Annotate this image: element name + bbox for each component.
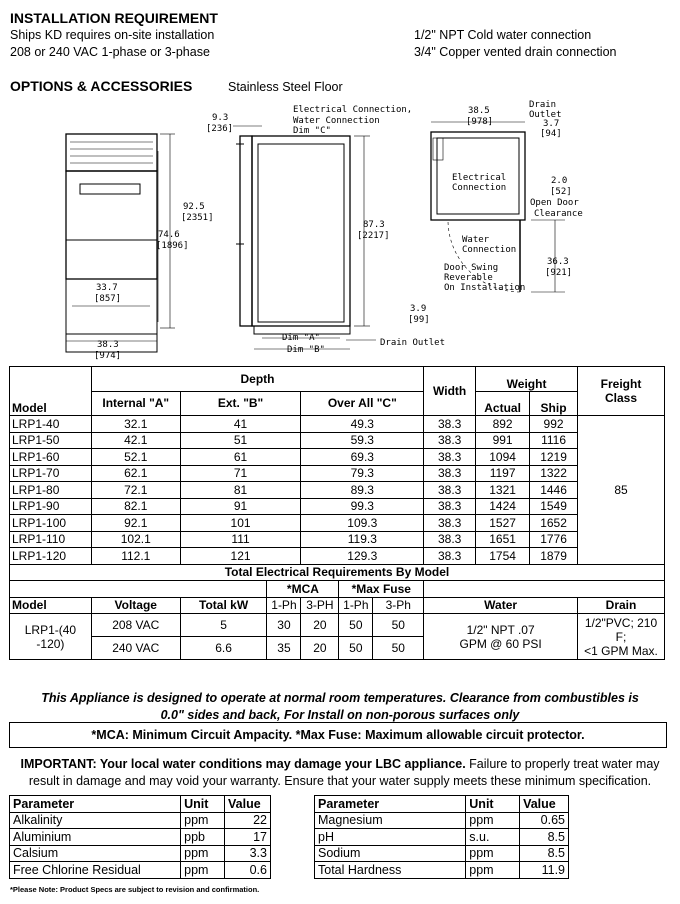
hdr-width: Width: [424, 367, 476, 416]
param-value: 0.6: [225, 862, 271, 879]
front-inner-w: 33.7: [96, 283, 118, 293]
unit-h-left: Unit: [181, 796, 225, 813]
param-unit: ppm: [466, 812, 520, 829]
e-mca3-2: 20: [301, 637, 339, 660]
spec-cell: 91: [180, 498, 301, 515]
install-line-1: Ships KD requires on-site installation: [10, 28, 215, 42]
dimension-drawing: [0, 96, 680, 361]
side-label-3: Dim "C": [293, 126, 331, 136]
top-w: 38.5: [468, 106, 490, 116]
hdr-voltage: Voltage: [91, 597, 180, 614]
options-item: Stainless Steel Floor: [228, 80, 343, 94]
param-row: [10, 845, 271, 862]
param-value: 8.5: [520, 845, 569, 862]
spec-row: [10, 432, 665, 449]
param-row: [315, 862, 569, 879]
hdr-drain: Drain: [578, 597, 665, 614]
spec-row: [10, 482, 665, 499]
param-value: 11.9: [520, 862, 569, 879]
spec-cell: 38.3: [424, 531, 476, 548]
spec-cell: 81: [180, 482, 301, 499]
spec-cell: 892: [476, 416, 530, 433]
footnote: *Please Note: Product Specs are subject to revision and confirmation.: [10, 885, 260, 894]
e-fuse1-2: 50: [339, 637, 373, 660]
water-val: 1/2" NPT .07 GPM @ 60 PSI: [424, 614, 578, 660]
param-unit: ppm: [181, 862, 225, 879]
e-fuse3-2: 50: [373, 637, 424, 660]
e-mca3-1: 20: [301, 614, 339, 637]
top-drain-1: Drain: [529, 100, 557, 110]
spec-cell: 1527: [476, 515, 530, 532]
spec-cell: 102.1: [91, 531, 180, 548]
spec-cell: 991: [476, 432, 530, 449]
spec-cell: 1094: [476, 449, 530, 466]
e-fuse3-1: 50: [373, 614, 424, 637]
spec-cell: 61: [180, 449, 301, 466]
param-row: [315, 845, 569, 862]
spec-cell: 51: [180, 432, 301, 449]
param-name: Magnesium: [315, 812, 466, 829]
spec-cell: 101: [180, 515, 301, 532]
spec-cell: 1424: [476, 498, 530, 515]
install-title: INSTALLATION REQUIREMENT: [10, 10, 218, 26]
side-base: 3.9: [410, 304, 427, 314]
param-name: Aluminium: [10, 829, 181, 846]
spec-cell: 1754: [476, 548, 530, 565]
spec-cell: 1116: [530, 432, 578, 449]
spec-cell: LRP1-120: [10, 548, 92, 565]
spec-cell: LRP1-80: [10, 482, 92, 499]
top-swing-1: Door Swing: [444, 263, 499, 273]
param-name: Total Hardness: [315, 862, 466, 879]
spec-cell: 1322: [530, 465, 578, 482]
spec-cell: 41: [180, 416, 301, 433]
drain-val: 1/2"PVC; 210 F; <1 GPM Max.: [578, 614, 665, 660]
spec-cell: LRP1-110: [10, 531, 92, 548]
spec-row: [10, 531, 665, 548]
spec-cell: 112.1: [91, 548, 180, 565]
spec-cell: 1219: [530, 449, 578, 466]
spec-cell: 42.1: [91, 432, 180, 449]
top-water-2: Connection: [462, 245, 517, 255]
front-inner-w-mm: [857]: [94, 294, 122, 304]
param-h-right: Parameter: [315, 796, 466, 813]
drain-outlet-label: Drain Outlet: [380, 338, 446, 348]
spec-cell: 1321: [476, 482, 530, 499]
front-h2: 74.6: [158, 230, 180, 240]
dim-b: Dim "B": [287, 345, 325, 355]
spec-cell: LRP1-50: [10, 432, 92, 449]
param-unit: s.u.: [466, 829, 520, 846]
spec-cell: 992: [530, 416, 578, 433]
hdr-ext: Ext. "B": [180, 391, 301, 416]
side-h: 87.3: [363, 220, 385, 230]
spec-cell: 109.3: [301, 515, 424, 532]
top-elec-2: Connection: [452, 183, 507, 193]
e-kw-2: 6.6: [180, 637, 267, 660]
spec-cell: 52.1: [91, 449, 180, 466]
param-name: Free Chlorine Residual: [10, 862, 181, 879]
param-unit: ppm: [181, 845, 225, 862]
spec-row: [10, 498, 665, 515]
param-row: [315, 829, 569, 846]
spec-cell: 32.1: [91, 416, 180, 433]
e-kw-1: 5: [180, 614, 267, 637]
spec-cell: LRP1-70: [10, 465, 92, 482]
spec-cell: 1651: [476, 531, 530, 548]
spec-cell: 71: [180, 465, 301, 482]
hdr-model: Model: [10, 367, 92, 416]
spec-cell: 82.1: [91, 498, 180, 515]
param-row: [10, 829, 271, 846]
hdr-actual: Actual: [476, 391, 530, 416]
spec-cell: 1776: [530, 531, 578, 548]
spec-cell: 79.3: [301, 465, 424, 482]
spec-cell: 38.3: [424, 416, 476, 433]
e-model-val: LRP1-(40 -120): [10, 614, 92, 660]
hdr-ship: Ship: [530, 391, 578, 416]
top-open-1: Open Door: [530, 198, 579, 208]
appliance-note: This Appliance is designed to operate at normal room temperatures. Clearance from combustibles is 0.0" sides and back, For Install on non-porous surfaces only: [41, 691, 639, 722]
spec-row: [10, 515, 665, 532]
top-drain-2: Outlet: [529, 110, 562, 120]
spec-row: [10, 416, 665, 433]
hdr-depth: Depth: [91, 367, 423, 392]
spec-row: [10, 449, 665, 466]
hdr-internal: Internal "A": [91, 391, 180, 416]
param-unit: ppm: [181, 812, 225, 829]
mca-note: *MCA: Minimum Circuit Ampacity. *Max Fuse: Maximum allowable circuit protector.: [9, 722, 667, 748]
param-row: [315, 812, 569, 829]
param-value: 3.3: [225, 845, 271, 862]
param-unit: ppm: [466, 845, 520, 862]
spec-cell: 38.3: [424, 449, 476, 466]
front-h2-mm: [1896]: [156, 241, 189, 251]
install-line-4: 3/4" Copper vented drain connection: [414, 45, 617, 59]
hdr-freight: Freight Class: [578, 367, 665, 416]
options-title: OPTIONS & ACCESSORIES: [10, 78, 193, 94]
elec-title: Total Electrical Requirements By Model: [10, 564, 665, 581]
spec-cell: LRP1-90: [10, 498, 92, 515]
spec-cell: 69.3: [301, 449, 424, 466]
top-open-2: Clearance: [534, 209, 583, 219]
param-unit: ppm: [466, 862, 520, 879]
hdr-kw: Total kW: [180, 597, 267, 614]
spec-cell: 92.1: [91, 515, 180, 532]
top-drain-mm: [94]: [540, 129, 562, 139]
spec-cell: LRP1-40: [10, 416, 92, 433]
spec-cell: 1549: [530, 498, 578, 515]
spec-cell: 38.3: [424, 515, 476, 532]
e-voltage-1: 208 VAC: [91, 614, 180, 637]
spec-cell: 89.3: [301, 482, 424, 499]
spec-cell: 129.3: [301, 548, 424, 565]
hdr-3ph: 3-PH: [301, 597, 339, 614]
spec-cell: 38.3: [424, 548, 476, 565]
hdr-overall: Over All "C": [301, 391, 424, 416]
param-name: Sodium: [315, 845, 466, 862]
param-row: [10, 862, 271, 879]
e-mca1-1: 30: [267, 614, 301, 637]
side-view: [236, 136, 350, 334]
spec-cell: 1652: [530, 515, 578, 532]
install-line-3: 1/2" NPT Cold water connection: [414, 28, 592, 42]
water-params-left: [9, 795, 271, 879]
param-name: Alkalinity: [10, 812, 181, 829]
side-label-2: Water Connection: [293, 116, 380, 126]
side-base-mm: [99]: [408, 315, 430, 325]
spec-cell: 1197: [476, 465, 530, 482]
front-top-w-mm: [236]: [206, 124, 234, 134]
spec-body: [10, 416, 665, 565]
top-elec-1: Electrical: [452, 173, 507, 183]
hdr-e-model: Model: [10, 597, 92, 614]
side-dims: [233, 126, 376, 349]
unit-h-right: Unit: [466, 796, 520, 813]
spec-cell: 59.3: [301, 432, 424, 449]
e-mca1-2: 35: [267, 637, 301, 660]
side-label-1: Electrical Connection,: [293, 105, 413, 115]
param-value: 17: [225, 829, 271, 846]
hdr-1ph: 1-Ph: [267, 597, 301, 614]
top-water-1: Water: [462, 235, 490, 245]
top-w-mm: [978]: [466, 117, 494, 127]
params-left-body: [10, 812, 271, 878]
front-h: 92.5: [183, 202, 205, 212]
param-name: Calsium: [10, 845, 181, 862]
hdr-mca: *MCA: [267, 581, 339, 598]
top-door: 2.0: [551, 176, 568, 186]
param-value: 8.5: [520, 829, 569, 846]
spec-cell: 1446: [530, 482, 578, 499]
front-w-mm: [974]: [94, 351, 122, 361]
top-drain-v: 3.7: [543, 119, 560, 129]
top-side-mm: [921]: [545, 268, 573, 278]
spec-cell: 1879: [530, 548, 578, 565]
front-top-w: 9.3: [212, 113, 229, 123]
front-h-mm: [2351]: [181, 213, 214, 223]
spec-cell: 62.1: [91, 465, 180, 482]
spec-cell: 38.3: [424, 498, 476, 515]
hdr-weight: Weight: [476, 367, 578, 392]
spec-cell: 111: [180, 531, 301, 548]
e-voltage-2: 240 VAC: [91, 637, 180, 660]
params-right-body: [315, 812, 569, 878]
spec-cell: 49.3: [301, 416, 424, 433]
spec-cell: LRP1-60: [10, 449, 92, 466]
param-h-left: Parameter: [10, 796, 181, 813]
side-h-mm: [2217]: [357, 231, 390, 241]
spec-cell: 38.3: [424, 465, 476, 482]
param-value: 22: [225, 812, 271, 829]
top-swing-3: On Installation: [444, 283, 526, 293]
e-fuse1-1: 50: [339, 614, 373, 637]
front-w: 38.3: [97, 340, 119, 350]
hdr-1ph-b: 1-Ph: [339, 597, 373, 614]
hdr-fuse: *Max Fuse: [339, 581, 424, 598]
param-name: pH: [315, 829, 466, 846]
param-value: 0.65: [520, 812, 569, 829]
top-door-mm: [52]: [550, 187, 572, 197]
freight-class-value: 85: [578, 416, 665, 565]
install-line-2: 208 or 240 VAC 1-phase or 3-phase: [10, 45, 210, 59]
hdr-3ph-b: 3-Ph: [373, 597, 424, 614]
spec-cell: 38.3: [424, 432, 476, 449]
important-note: IMPORTANT: Your local water conditions may damage your LBC appliance. Failure to properly treat water may result in damage and may void your warranty. Ensure that your water supply meets these minimum specification.: [20, 757, 660, 788]
top-side: 36.3: [547, 257, 569, 267]
param-unit: ppb: [181, 829, 225, 846]
spec-row: [10, 465, 665, 482]
top-swing-2: Reverable: [444, 273, 493, 283]
spec-row: [10, 548, 665, 565]
spec-table: [9, 366, 665, 660]
front-view: [66, 134, 157, 352]
spec-cell: 119.3: [301, 531, 424, 548]
dim-a: Dim "A": [282, 333, 320, 343]
spec-cell: 38.3: [424, 482, 476, 499]
spec-cell: 99.3: [301, 498, 424, 515]
hdr-water: Water: [424, 597, 578, 614]
value-h-right: Value: [520, 796, 569, 813]
water-params-right: [314, 795, 569, 879]
spec-cell: 121: [180, 548, 301, 565]
spec-cell: 72.1: [91, 482, 180, 499]
spec-cell: LRP1-100: [10, 515, 92, 532]
param-row: [10, 812, 271, 829]
value-h-left: Value: [225, 796, 271, 813]
